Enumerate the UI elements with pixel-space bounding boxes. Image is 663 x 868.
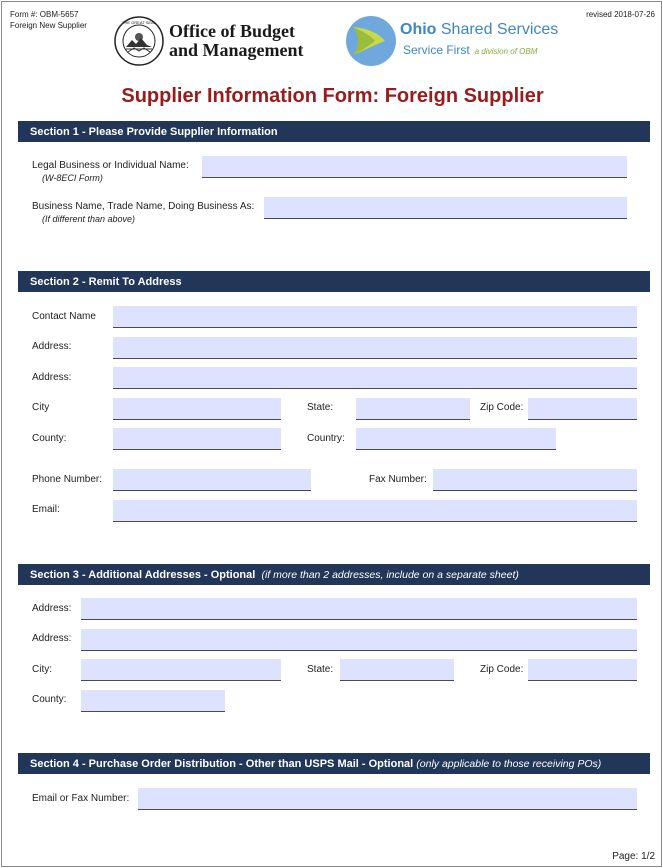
remit-address1-field[interactable] [113, 337, 637, 359]
remit-county-label: County: [32, 433, 67, 444]
legal-name-field[interactable] [202, 156, 627, 178]
section3-heading: Section 3 - Additional Addresses - Optional (if more than 2 addresses, include on a separate sheet) [18, 564, 650, 585]
email-label: Email: [32, 504, 60, 515]
email-or-fax-field[interactable] [138, 788, 637, 810]
contact-name-field[interactable] [113, 306, 637, 328]
remit-country-field[interactable] [356, 428, 556, 450]
ohio-shared-services-logo-icon [345, 15, 397, 67]
section2-heading: Section 2 - Remit To Address [18, 271, 650, 292]
remit-address2-field[interactable] [113, 367, 637, 389]
additional-county-label: County: [32, 694, 67, 705]
remit-city-label: City [32, 402, 50, 413]
additional-address1-field[interactable] [81, 598, 637, 620]
additional-zip-field[interactable] [528, 659, 637, 681]
revised-date: revised 2018-07-26 [586, 10, 655, 19]
obm-title-line1: Office of Budget [169, 21, 295, 41]
remit-state-field[interactable] [356, 398, 470, 420]
section4-heading: Section 4 - Purchase Order Distribution - Other than USPS Mail - Optional (only applicable to those receiving POs) [18, 753, 650, 774]
form-number: Form #: OBM-5657 [10, 10, 79, 19]
phone-label: Phone Number: [32, 474, 103, 485]
remit-county-field[interactable] [113, 428, 281, 450]
additional-zip-label: Zip Code: [480, 664, 524, 675]
legal-name-sublabel: (W-8ECI Form) [42, 173, 103, 183]
email-or-fax-label: Email or Fax Number: [32, 793, 130, 804]
additional-address2-field[interactable] [81, 629, 637, 651]
section3-heading-note: (if more than 2 addresses, include on a separate sheet) [261, 569, 519, 581]
form-type: Foreign New Supplier [10, 21, 87, 30]
contact-name-label: Contact Name [32, 311, 96, 322]
oss-tagline: Service First a division of OBM [403, 43, 538, 57]
section4-heading-note: (only applicable to those receiving POs) [416, 758, 602, 770]
remit-state-label: State: [307, 402, 334, 413]
ohio-seal-icon [114, 16, 164, 66]
section1-heading: Section 1 - Please Provide Supplier Information [18, 121, 650, 142]
oss-name: Ohio Shared Services [400, 21, 559, 38]
phone-field[interactable] [113, 469, 311, 491]
additional-address2-label: Address: [32, 633, 72, 644]
dba-field[interactable] [264, 197, 627, 219]
form-page [1, 1, 662, 867]
remit-address2-label: Address: [32, 372, 72, 383]
additional-address1-label: Address: [32, 603, 72, 614]
obm-title-line2: and Management [169, 40, 304, 60]
remit-zip-field[interactable] [528, 398, 637, 420]
fax-label: Fax Number: [369, 474, 427, 485]
additional-state-label: State: [307, 664, 334, 675]
remit-country-label: Country: [307, 433, 345, 444]
email-field[interactable] [113, 500, 637, 522]
form-title: Supplier Information Form: Foreign Supplier [121, 85, 544, 107]
remit-zip-label: Zip Code: [480, 402, 524, 413]
remit-address1-label: Address: [32, 341, 72, 352]
additional-city-label: City: [32, 664, 52, 675]
additional-state-field[interactable] [340, 659, 454, 681]
legal-name-label: Legal Business or Individual Name: [32, 160, 189, 171]
remit-city-field[interactable] [113, 398, 281, 420]
dba-label: Business Name, Trade Name, Doing Business As: [32, 201, 255, 212]
svg-text:THE GREAT SEAL: THE GREAT SEAL [122, 20, 156, 25]
additional-county-field[interactable] [81, 690, 225, 712]
page-number: Page: 1/2 [612, 851, 655, 862]
dba-sublabel: (If different than above) [42, 214, 136, 224]
fax-field[interactable] [433, 469, 637, 491]
additional-city-field[interactable] [81, 659, 281, 681]
